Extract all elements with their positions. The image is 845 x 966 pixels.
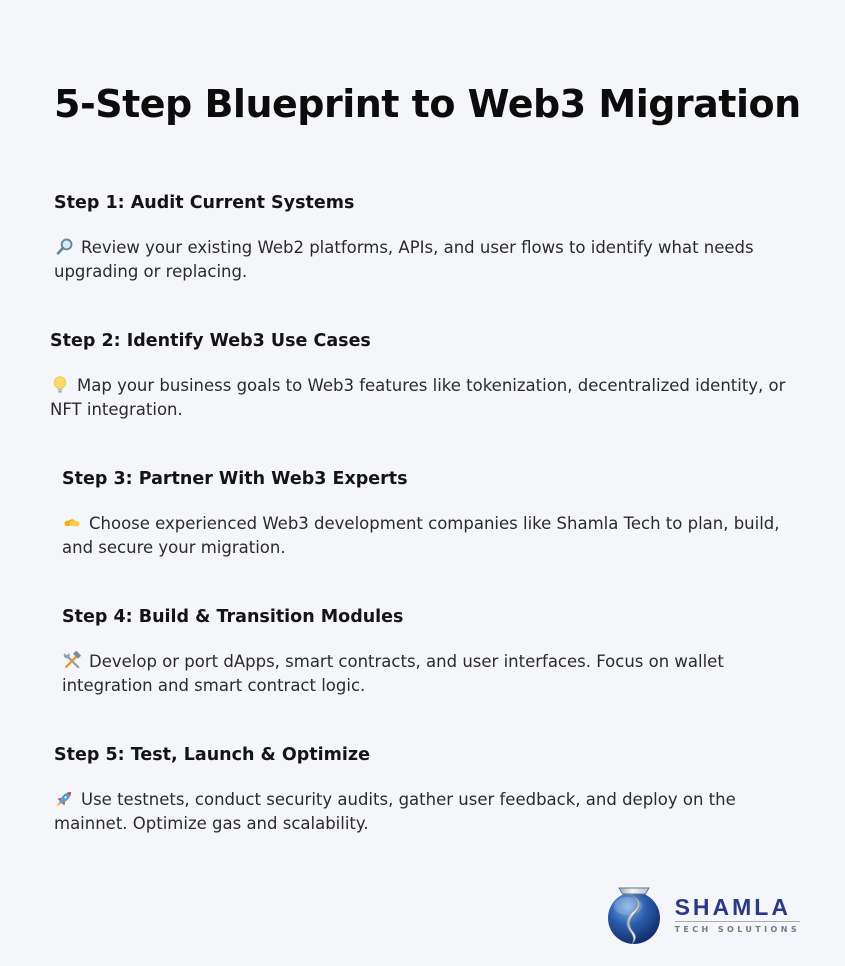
step-2-line-2: NFT integration. [50,400,183,419]
step-5-line-1: Use testnets, conduct security audits, gather user feedback, and deploy on the [81,790,736,809]
step-2-line-1: Map your business goals to Web3 features like tokenization, decentralized identity, or [77,376,786,395]
step-4-description [62,650,845,698]
shamla-logo-text [675,895,800,934]
logo-divider [675,921,800,922]
step-5-heading: Step 5: Test, Launch & Optimize [54,745,370,765]
step-4-line-2: integration and smart contract logic. [62,676,366,695]
shamla-logo [604,882,800,946]
step-2-description [50,374,845,422]
page-title: 5-Step Blueprint to Web3 Migration [54,82,801,126]
magnifying-glass-emoji-icon [54,237,74,257]
step-5-line-2: mainnet. Optimize gas and scalability. [54,814,369,833]
step-4-heading: Step 4: Build & Transition Modules [62,607,404,627]
light-bulb-emoji-icon [50,375,70,395]
step-3-line-2: and secure your migration. [62,538,286,557]
step-1-section [0,191,845,284]
shamla-ts-sphere-icon [604,882,666,946]
step-3-heading: Step 3: Partner With Web3 Experts [62,469,408,489]
logo-brand-name: SHAMLA [674,893,791,920]
step-1-line-2: upgrading or replacing. [54,262,248,281]
step-1-heading: Step 1: Audit Current Systems [54,193,355,213]
handshake-emoji-icon [62,513,82,533]
step-5-description [54,788,845,836]
step-2-heading: Step 2: Identify Web3 Use Cases [50,331,371,351]
step-2-section [0,329,845,422]
step-4-line-1: Develop or port dApps, smart contracts, and user interfaces. Focus on wallet [89,652,724,671]
step-3-description [62,512,845,560]
rocket-emoji-icon [54,789,74,809]
step-5-section [0,743,845,836]
step-3-line-1: Choose experienced Web3 development companies like Shamla Tech to plan, build, [89,514,780,533]
step-3-section [0,467,845,560]
step-4-section [0,605,845,698]
step-1-line-1: Review your existing Web2 platforms, APIs, and user flows to identify what needs [81,238,754,257]
hammer-and-wrench-emoji-icon [62,651,82,671]
logo-tagline: TECH SOLUTIONS [674,924,800,934]
step-1-description [54,236,845,284]
